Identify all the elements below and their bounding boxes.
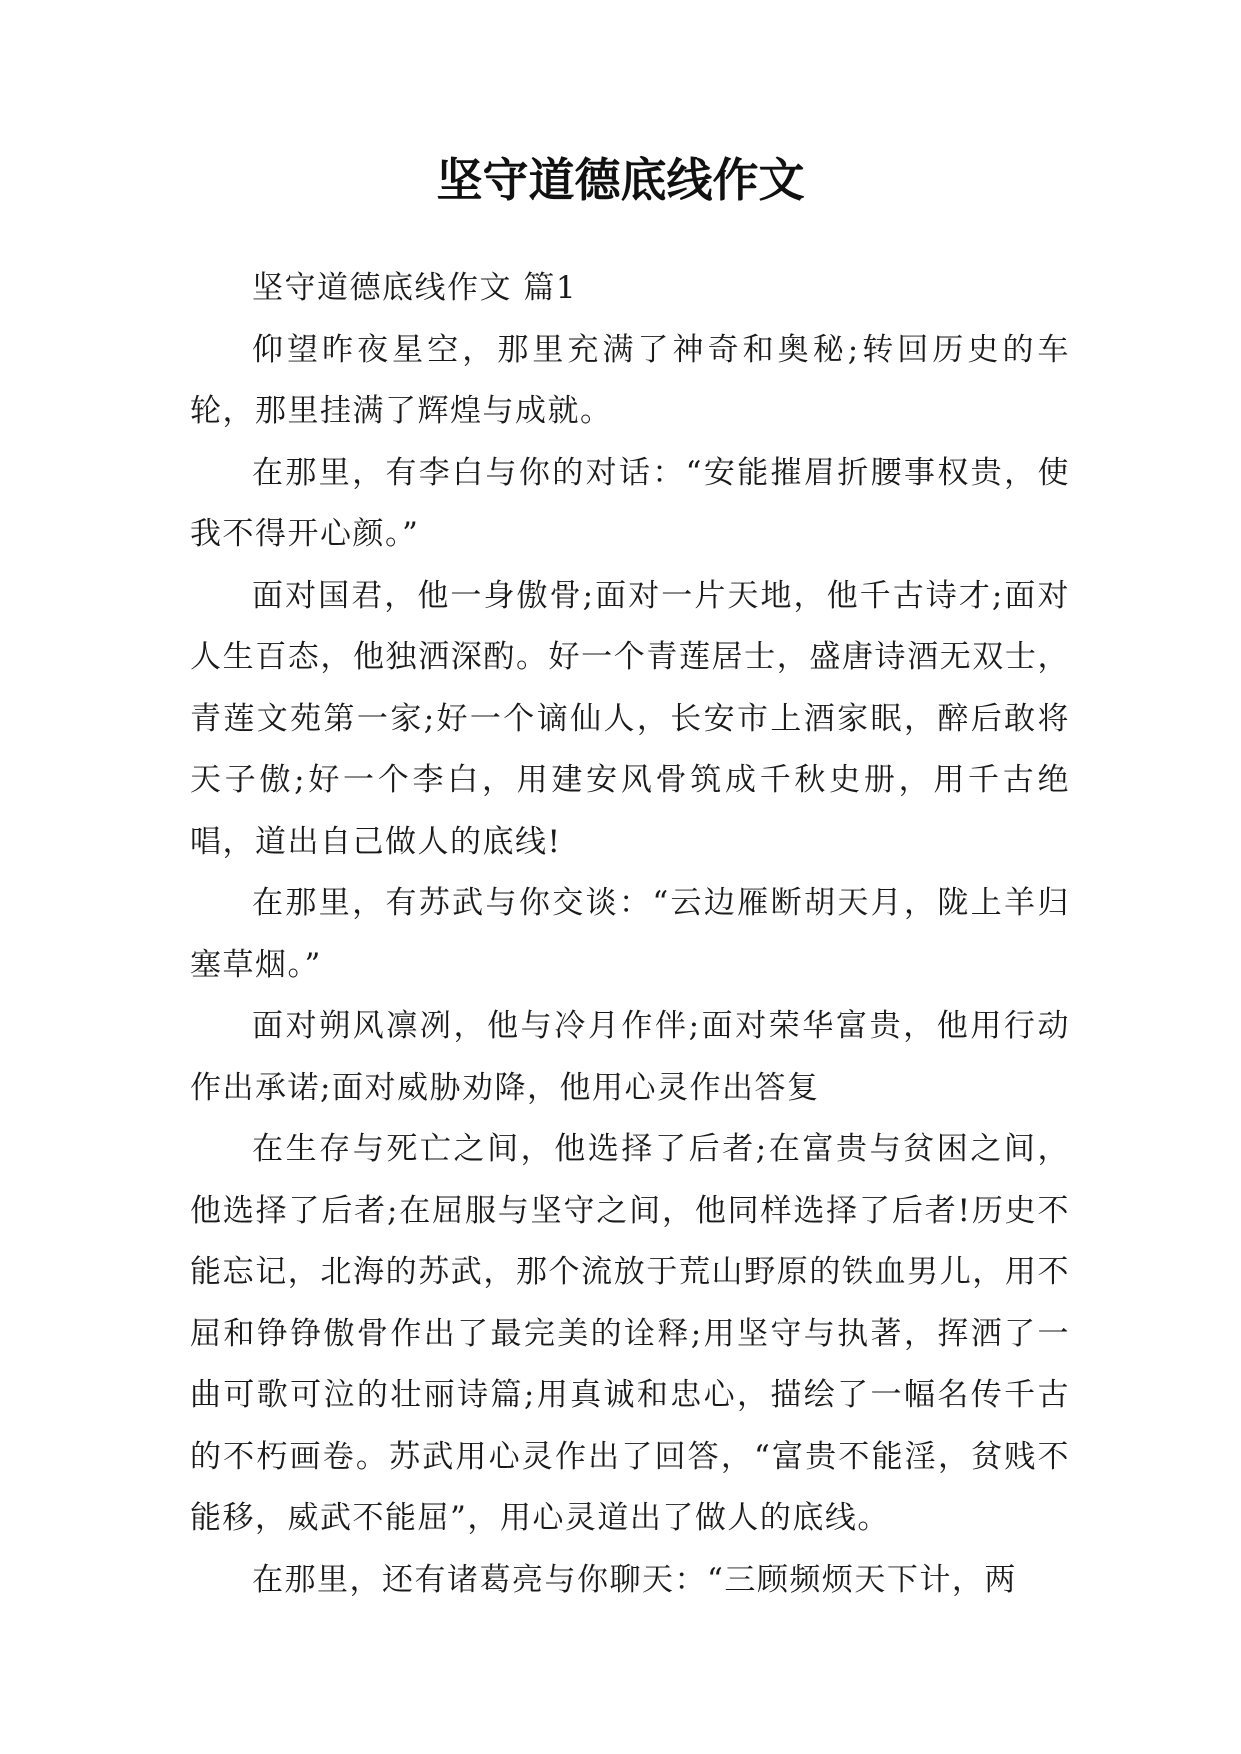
paragraph-section-heading: 坚守道德底线作文 篇1 <box>252 270 578 306</box>
paragraph: 在那里，有苏武与你交谈：“云边雁断胡天月，陇上羊归塞草烟。” <box>190 885 1070 983</box>
paragraph: 仰望昨夜星空，那里充满了神奇和奥秘;转回历史的车轮，那里挂满了辉煌与成就。 <box>190 331 1070 429</box>
document-body <box>190 258 1070 1611</box>
paragraph: 在生存与死亡之间，他选择了后者;在富贵与贫困之间，他选择了后者;在屈服与坚守之间，他同样选择了后者!历史不能忘记，北海的苏武，那个流放于荒山野原的铁血男儿，用不屈和铮铮傲骨作出了最完美的诠释;用坚守与执著，挥洒了一曲可歌可泣的壮丽诗篇;用真诚和忠心，描绘了一幅名传千古的不朽画卷。苏武用心灵作出了回答，“富贵不能淫，贫贱不能移，威武不能屈”，用心灵道出了做人的底线。 <box>190 1131 1070 1536</box>
paragraph: 在那里，有李白与你的对话：“安能摧眉折腰事权贵，使我不得开心颜。” <box>190 454 1070 552</box>
paragraph: 在那里，还有诸葛亮与你聊天：“三顾频烦天下计，两 <box>252 1561 1017 1598</box>
document-title: 坚守道德底线作文 <box>436 153 805 207</box>
paragraph: 面对国君，他一身傲骨;面对一片天地，他千古诗才;面对人生百态，他独洒深酌。好一个青莲居士，盛唐诗酒无双士，青莲文苑第一家;好一个谪仙人，长安市上酒家眠，醉后敢将天子傲;好一个李白，用建安风骨筑成千秋史册，用千古绝唱，道出自己做人的底线! <box>190 577 1070 860</box>
paragraph: 面对朔风凛冽，他与冷月作伴;面对荣华富贵，他用行动作出承诺;面对威胁劝降，他用心灵作出答复 <box>190 1008 1070 1106</box>
